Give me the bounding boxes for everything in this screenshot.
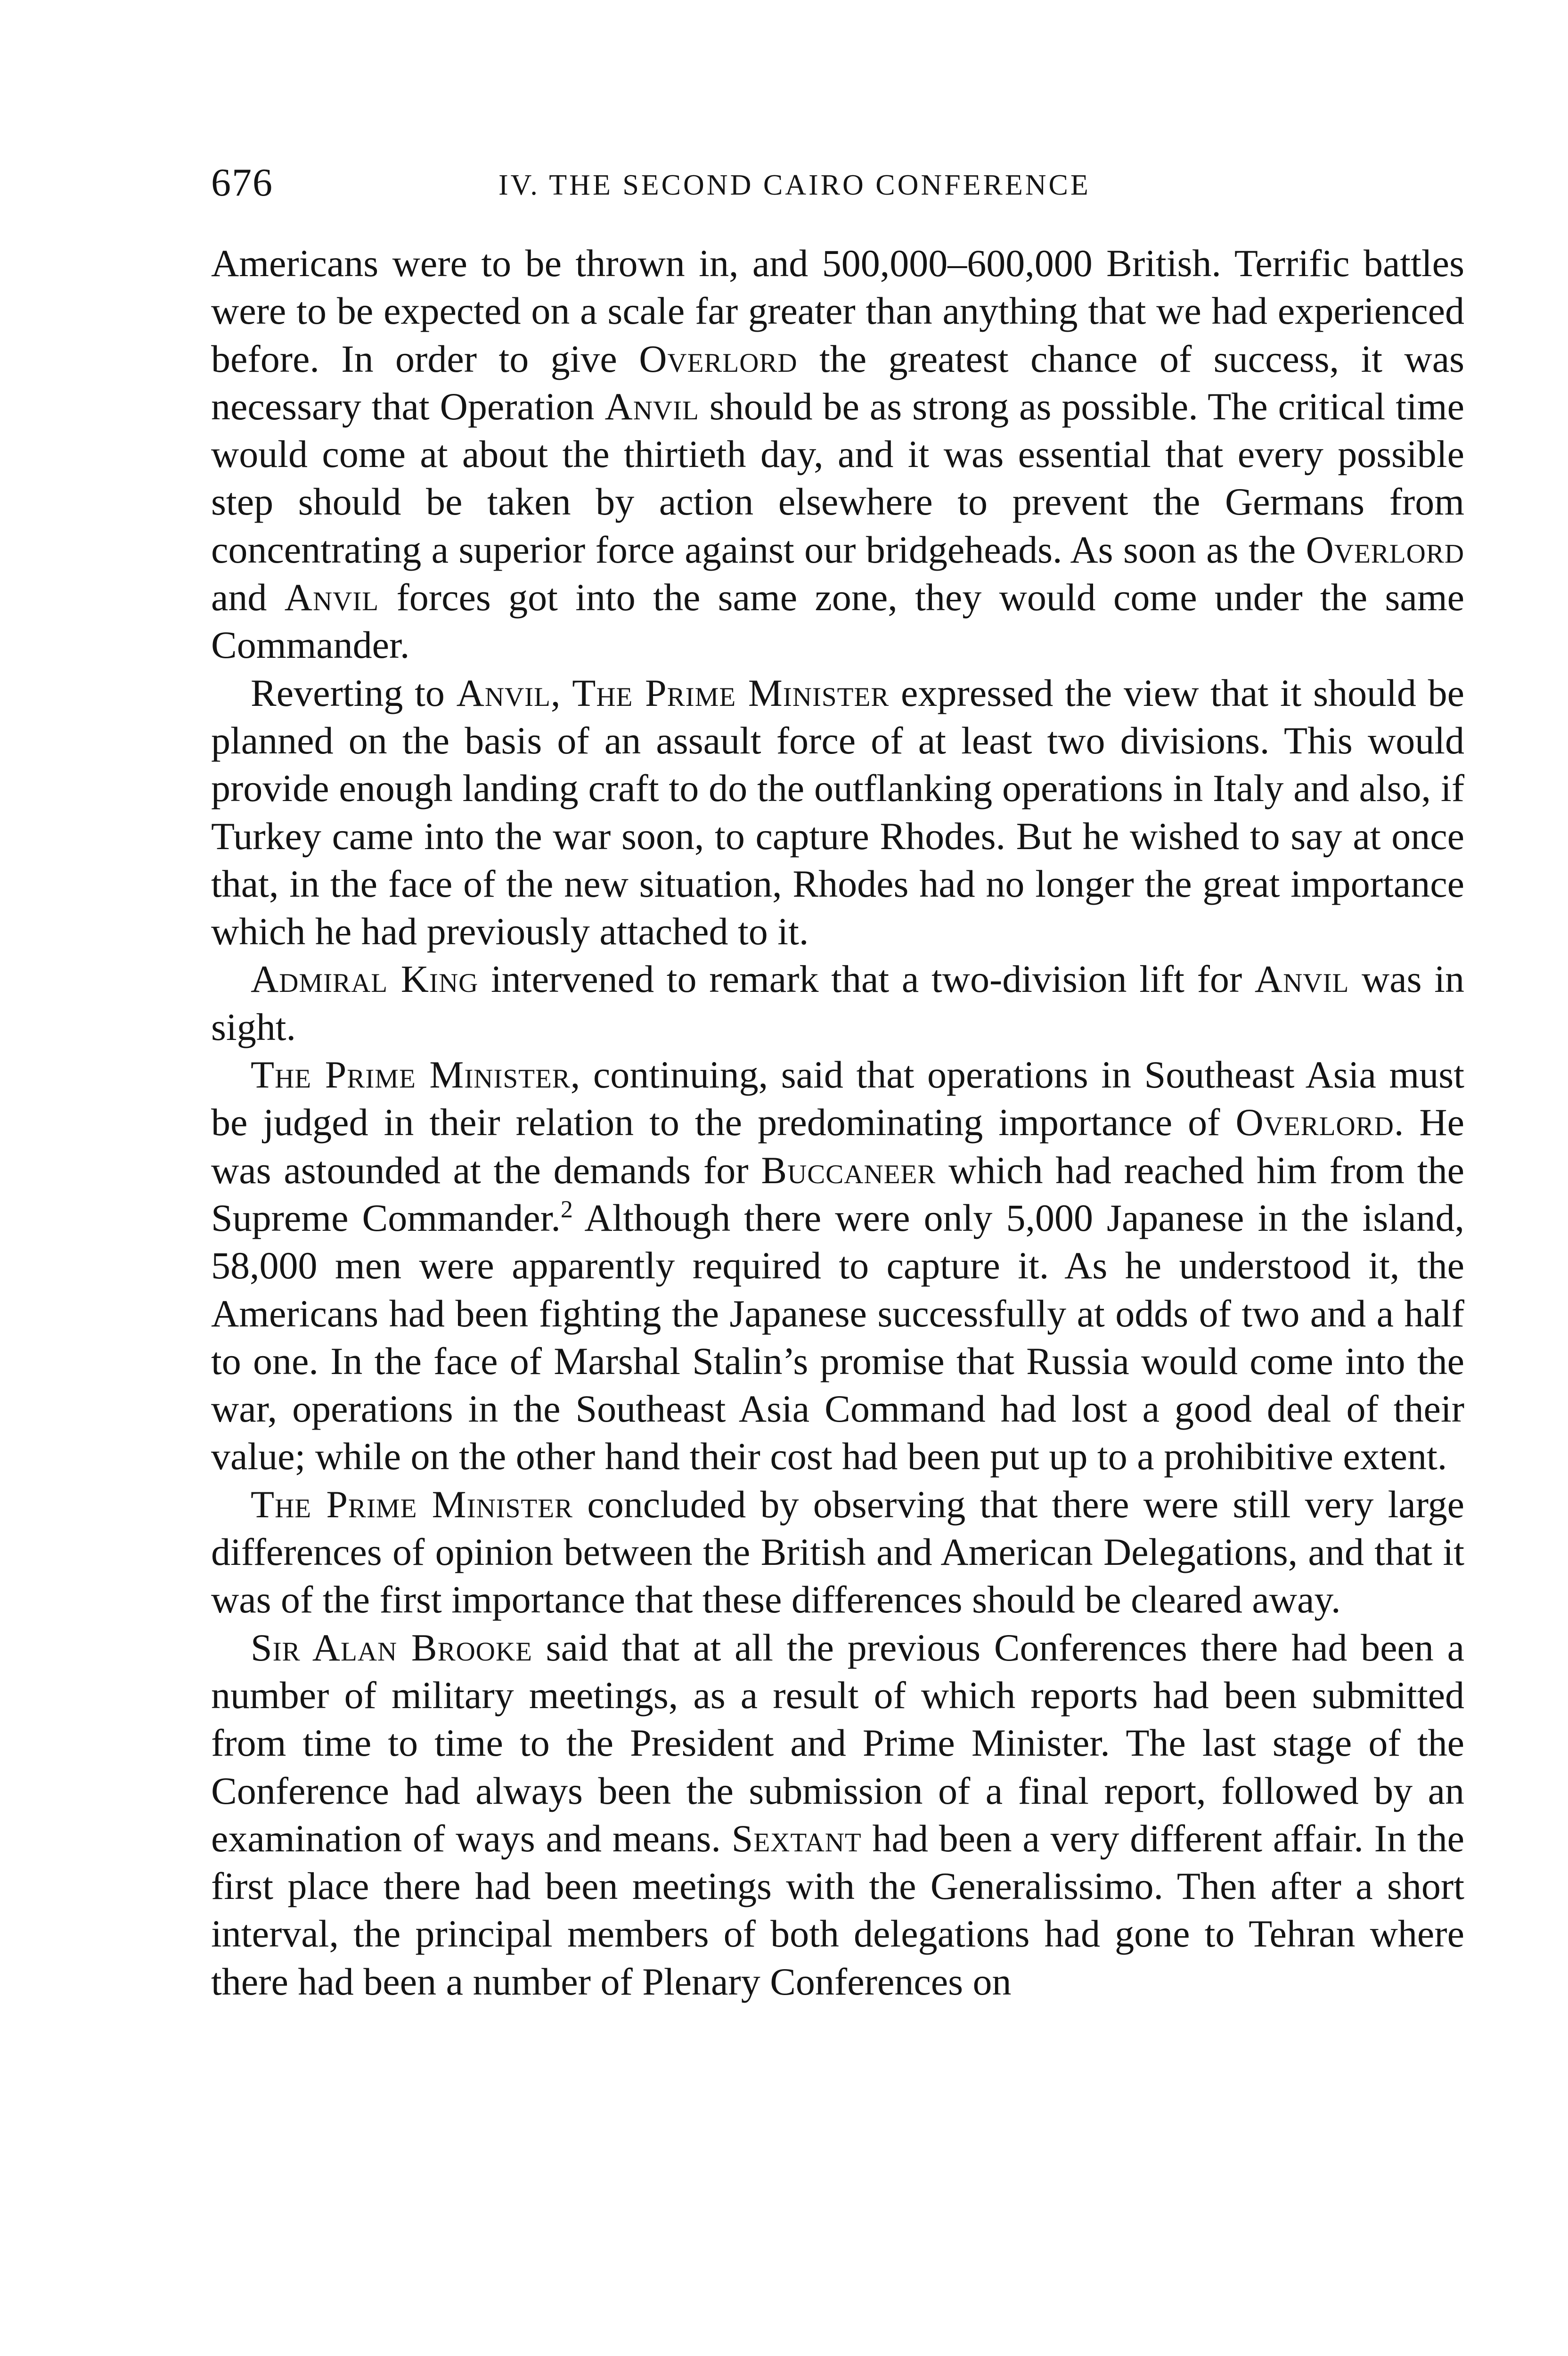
text-run: the greatest chance of success, it was necessary that Operation (211, 337, 1464, 428)
operation-name: Overlord (1235, 1101, 1394, 1144)
page-header (211, 159, 1464, 216)
text-run: concluded by observing that there were still very large differences of opinion between the British and American Delegations, and that it was of the first importance that these differences should be cleared away. (211, 1482, 1464, 1621)
text-run: and (211, 576, 285, 619)
paragraph-6 (211, 1624, 1464, 2005)
text-run: , (550, 671, 572, 714)
text-run: was in sight. (211, 957, 1465, 1048)
text-run: said that at all the previous Conferences there had been a number of military meetings, as a result of which reports had been submitted from time to time to the President and Prime Minister. The last stage of the Conference had always been the submission of a final report, followed by an examination of ways and means. (211, 1626, 1464, 1860)
footnote-reference: 2 (560, 1196, 573, 1223)
text-run: Although there were only 5,000 Japanese in the island, 58,000 men were apparently required to capture it. As he understood it, the Americans had been fighting the Japanese successfully at odds of two and a half to one. In the face of Marshal Stalin’s promise that Russia would come into the war, operations in the Southeast Asia Command had lost a good deal of their value; while on the other hand their cost had been put up to a prohibitive extent. (211, 1196, 1464, 1478)
paragraph-5 (211, 1481, 1464, 1624)
text-run: Americans were to be thrown in, and 500,000–600,000 British. Terrific battles were to be expected on a scale far greater than anything that we had experienced before. In order to give (211, 242, 1464, 380)
operation-name: Anvil (456, 671, 551, 714)
operation-name: Overlord (639, 337, 798, 380)
operation-name: Anvil (1254, 957, 1349, 1001)
speaker-name: The Prime Minister (251, 1053, 571, 1096)
text-run: expressed the view that it should be planned on the basis of an assault force of at least two divisions. This would provide enough landing craft to do the outflanking operations in Italy and also, if Turkey came into the war soon, to capture Rhodes. But he wished to say at once that, in the face of the new situation, Rhodes had no longer the great importance which he had previously attached to it. (211, 671, 1464, 953)
paragraph-4 (211, 1051, 1464, 1481)
body-text (211, 239, 1464, 2005)
paragraph-1 (211, 239, 1464, 669)
operation-name: Anvil (284, 576, 379, 619)
text-run: Reverting to (251, 671, 457, 714)
speaker-name: Admiral King (251, 957, 479, 1001)
text-run: should be as strong as possible. The critical time would come at about the thirtieth day, and it was essential that every possible step should be taken by action elsewhere to prevent the Germans from concentrating a superior force against our bridgeheads. As soon as the (211, 384, 1464, 571)
text-run: forces got into the same zone, they would come under the same Commander. (211, 576, 1464, 667)
page-number: 676 (211, 161, 273, 205)
text-run: which had reached him from the Supreme Commander. (211, 1148, 1464, 1239)
operation-name: Overlord (1306, 528, 1464, 571)
speaker-name: The Prime Minister (572, 671, 890, 714)
text-run: had been a very different affair. In the first place there had been meetings with the Generalissimo. Then after a short interval, the principal members of both delegations had gone to Tehran where there had been a number of Plenary Conferences on (211, 1816, 1464, 2003)
operation-name: Buccaneer (761, 1148, 936, 1192)
running-head: IV. THE SECOND CAIRO CONFERENCE (498, 169, 1091, 201)
text-run: intervened to remark that a two-division lift for (478, 957, 1255, 1001)
speaker-name: Sir Alan Brooke (251, 1626, 532, 1669)
text-run: , continuing, said that operations in Southeast Asia must be judged in their relation to the predominating importance of (211, 1053, 1464, 1144)
text-run: . He was astounded at the demands for (211, 1101, 1464, 1192)
operation-name: Sextant (731, 1816, 862, 1860)
paragraph-3 (211, 955, 1464, 1051)
operation-name: Anvil (604, 384, 699, 428)
speaker-name: The Prime Minister (251, 1482, 573, 1526)
paragraph-2 (211, 669, 1464, 956)
